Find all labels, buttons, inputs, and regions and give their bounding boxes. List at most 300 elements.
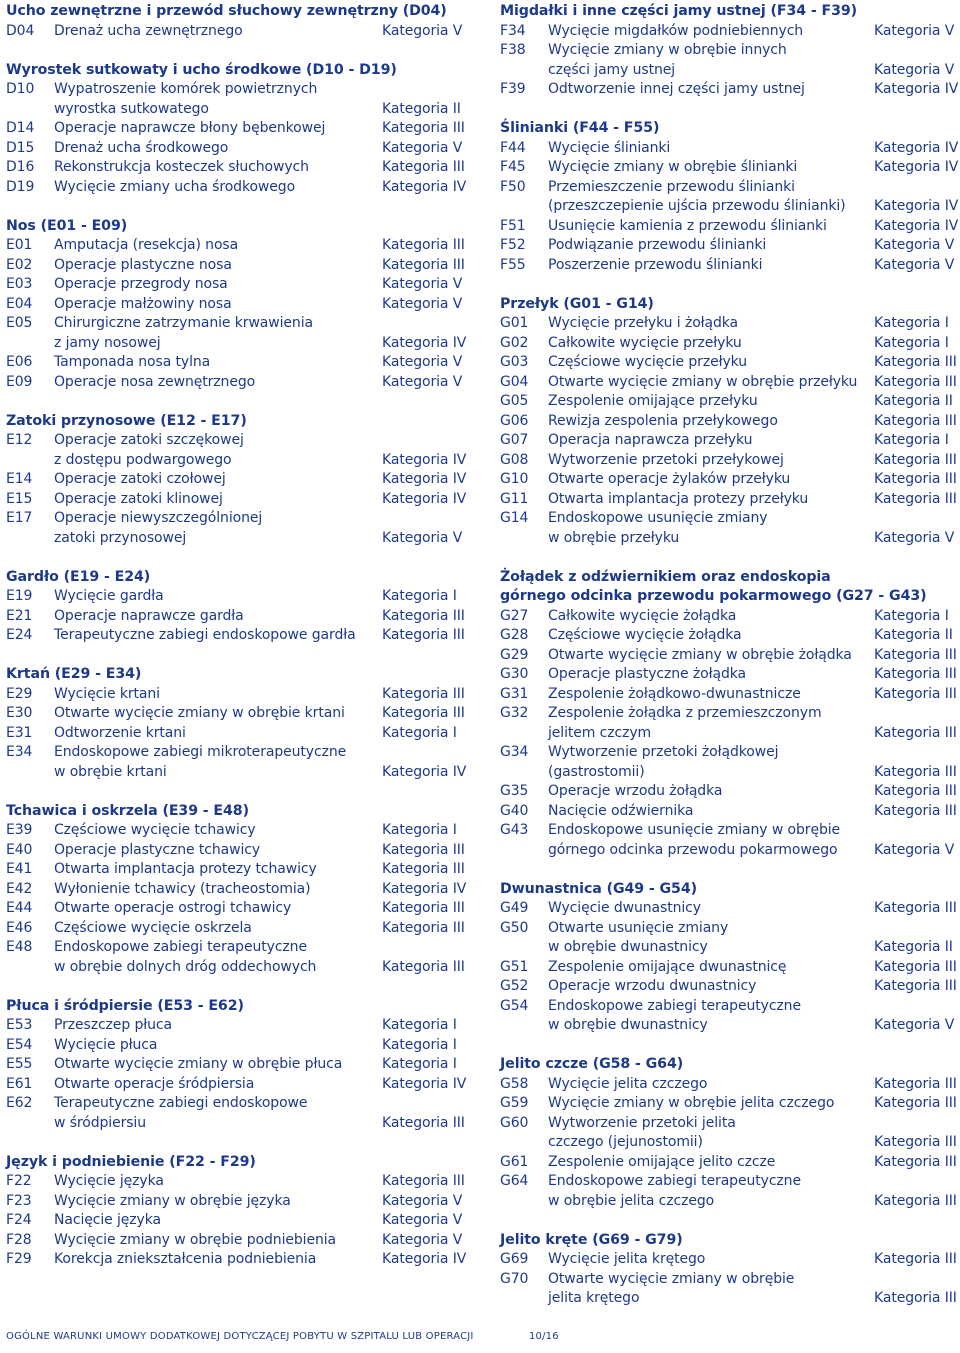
procedure-name	[548, 1094, 874, 1114]
procedure-category: Kategoria I	[874, 607, 949, 624]
procedure-name	[54, 899, 382, 919]
procedure-section	[500, 1231, 960, 1309]
section-title: Jelito czcze (G58 - G64)	[500, 1056, 684, 1072]
procedure-category: Kategoria III	[874, 1251, 957, 1267]
section-title: Ślinianki (F44 - F55)	[500, 120, 660, 136]
procedure-row	[500, 997, 960, 1036]
section-title: Tchawica i oskrzela (E39 - E48)	[6, 802, 249, 819]
procedure-name	[54, 353, 382, 373]
procedure-name-line: Endoskopowe zabiegi terapeutyczne	[548, 1173, 801, 1189]
procedure-name	[548, 665, 874, 685]
procedure-category: Kategoria III	[382, 237, 465, 253]
procedure-name-line: Wycięcie jelita krętego	[548, 1251, 706, 1267]
procedure-category: Kategoria IV	[382, 334, 467, 351]
procedure-row	[6, 22, 468, 42]
procedure-row	[500, 821, 960, 860]
procedure-code: F29	[6, 1251, 32, 1267]
procedure-name-line: Wycięcie jelita czczego	[548, 1075, 708, 1092]
section-title: Migdałki i inne części jamy ustnej (F34 - F39)	[500, 3, 858, 19]
procedure-row	[6, 626, 468, 646]
procedure-code: G54	[500, 997, 529, 1014]
procedure-name	[54, 314, 382, 353]
procedure-name-line: w obrębie dwunastnicy	[548, 1017, 708, 1033]
procedure-name-line: Operacje wrzodu żołądka	[548, 783, 723, 799]
procedure-category: Kategoria III	[382, 861, 465, 877]
section-title: Krtań (E29 - E34)	[6, 666, 142, 682]
procedure-category: Kategoria V	[382, 1212, 463, 1228]
procedure-code: E46	[6, 919, 33, 936]
procedure-code: E21	[6, 607, 33, 624]
procedure-code: F28	[6, 1231, 32, 1248]
procedure-category: Kategoria IV	[874, 81, 959, 97]
procedure-row	[6, 119, 468, 139]
procedure-category: Kategoria IV	[382, 490, 467, 507]
procedure-row	[6, 139, 468, 159]
right-column	[500, 2, 960, 1328]
footer-text: OGÓLNE WARUNKI UMOWY DODATKOWEJ DOTYCZĄCEJ POBYTU W SZPITALU LUB OPERACJI	[6, 1331, 474, 1342]
procedure-category: Kategoria III	[874, 1134, 957, 1150]
procedure-name-line: Wycięcie zmiany w obrębie języka	[54, 1192, 291, 1209]
procedure-name	[54, 158, 382, 178]
procedure-name-line: Terapeutyczne zabiegi endoskopowe gardła	[54, 627, 356, 643]
procedure-name	[54, 1231, 382, 1251]
procedure-row	[500, 1172, 960, 1211]
procedure-name-line: Otwarte usunięcie zmiany	[548, 919, 729, 936]
procedure-category: Kategoria V	[874, 529, 955, 546]
procedure-name	[548, 178, 874, 217]
procedure-category: Kategoria II	[382, 100, 461, 117]
procedure-code: G28	[500, 627, 529, 643]
procedure-section	[500, 2, 960, 100]
procedure-section	[6, 802, 468, 978]
procedure-code: G64	[500, 1173, 529, 1189]
procedure-category: Kategoria IV	[382, 880, 467, 897]
procedure-category: Kategoria I	[874, 315, 949, 331]
procedure-name-line: Endoskopowe zabiegi terapeutyczne	[54, 939, 307, 955]
procedure-row	[6, 860, 468, 880]
procedure-name	[548, 685, 874, 705]
procedure-code: G05	[500, 393, 529, 409]
section-title: Przełyk (G01 - G14)	[500, 295, 654, 312]
procedure-name	[54, 490, 382, 510]
procedure-row	[500, 743, 960, 782]
procedure-name-line: Wycięcie języka	[54, 1173, 164, 1189]
procedure-name-line: Operacje naprawcze błony bębenkowej	[54, 120, 326, 136]
procedure-code: E02	[6, 256, 33, 273]
procedure-name	[54, 587, 382, 607]
procedure-category: Kategoria V	[382, 373, 463, 390]
procedure-row	[6, 880, 468, 900]
procedure-code: F45	[500, 159, 526, 175]
procedure-code: E29	[6, 685, 33, 702]
procedure-code: F51	[500, 217, 526, 234]
procedure-name-line: Drenaż ucha środkowego	[54, 139, 229, 156]
procedure-code: D16	[6, 159, 35, 175]
procedure-row	[500, 139, 960, 159]
procedure-name-line: Zespolenie omijające jelito czcze	[548, 1153, 776, 1170]
procedure-name	[54, 938, 382, 977]
procedure-code: D19	[6, 178, 35, 195]
procedure-row	[6, 1250, 468, 1270]
procedure-name-line: części jamy ustnej	[548, 61, 676, 78]
procedure-name-line: Korekcja zniekształcenia podniebienia	[54, 1251, 317, 1267]
procedure-code: G52	[500, 978, 529, 994]
procedure-name-line: zatoki przynosowej	[54, 529, 187, 546]
procedure-code: G70	[500, 1270, 529, 1287]
procedure-name	[54, 275, 382, 295]
procedure-name-line: Wytworzenie przetoki przełykowej	[548, 451, 784, 468]
procedure-name-line: Wycięcie krtani	[54, 685, 160, 702]
procedure-category: Kategoria III	[874, 490, 957, 507]
procedure-code: G51	[500, 958, 529, 975]
procedure-category: Kategoria III	[382, 627, 465, 643]
procedure-code: E61	[6, 1075, 33, 1092]
procedure-category: Kategoria III	[874, 763, 957, 780]
procedure-code: G69	[500, 1251, 529, 1267]
procedure-code: E06	[6, 354, 33, 370]
procedure-name-line: Rekonstrukcja kosteczek słuchowych	[54, 159, 309, 175]
procedure-row	[6, 1036, 468, 1056]
procedure-code: D04	[6, 22, 35, 39]
procedure-category: Kategoria III	[874, 783, 957, 799]
procedure-row	[6, 431, 468, 470]
procedure-category: Kategoria V	[874, 841, 955, 858]
procedure-code: G11	[500, 490, 529, 507]
procedure-code: E24	[6, 627, 33, 643]
procedure-row	[500, 392, 960, 412]
procedure-code: E09	[6, 373, 33, 390]
procedure-name	[54, 178, 382, 198]
procedure-name	[54, 860, 382, 880]
procedure-category: Kategoria V	[874, 22, 955, 39]
procedure-category: Kategoria IV	[382, 178, 467, 195]
procedure-category: Kategoria III	[874, 978, 957, 994]
procedure-name-line: Wytworzenie przetoki żołądkowej	[548, 744, 779, 760]
procedure-name	[54, 256, 382, 276]
procedure-code: E40	[6, 841, 33, 858]
procedure-name	[548, 919, 874, 958]
procedure-category: Kategoria IV	[874, 198, 959, 214]
procedure-name	[54, 919, 382, 939]
procedure-name	[548, 236, 874, 256]
procedure-category: Kategoria III	[874, 1192, 957, 1209]
procedure-name	[548, 353, 874, 373]
procedure-name	[54, 373, 382, 393]
procedure-row	[500, 217, 960, 237]
procedure-category: Kategoria III	[874, 958, 957, 975]
procedure-category: Kategoria II	[874, 939, 953, 955]
procedure-code: E05	[6, 315, 33, 331]
procedure-name	[54, 607, 382, 627]
procedure-code: G06	[500, 412, 529, 429]
procedure-row	[6, 743, 468, 782]
procedure-row	[6, 1211, 468, 1231]
procedure-category: Kategoria V	[382, 139, 463, 156]
procedure-name	[548, 1250, 874, 1270]
procedure-name	[548, 392, 874, 412]
procedure-name	[548, 334, 874, 354]
procedure-category: Kategoria I	[382, 822, 457, 838]
procedure-category: Kategoria III	[382, 159, 465, 175]
procedure-row	[6, 685, 468, 705]
procedure-code: F23	[6, 1192, 32, 1209]
procedure-category: Kategoria III	[382, 705, 465, 721]
procedure-row	[500, 1075, 960, 1095]
procedure-name-line: Zespolenie żołądka z przemieszczonym	[548, 705, 822, 721]
procedure-name-line: Wycięcie przełyku i żołądka	[548, 315, 739, 331]
procedure-code: F44	[500, 139, 526, 156]
procedure-category: Kategoria III	[874, 802, 957, 819]
procedure-row	[6, 490, 468, 510]
procedure-code: E03	[6, 276, 33, 292]
procedure-code: G49	[500, 900, 529, 916]
procedure-category: Kategoria I	[382, 1056, 457, 1072]
procedure-code: E54	[6, 1036, 33, 1053]
procedure-row	[6, 509, 468, 548]
procedure-name-line: (gastrostomii)	[548, 763, 645, 780]
procedure-category: Kategoria III	[382, 900, 465, 916]
procedure-name-line: Operacje plastyczne żołądka	[548, 666, 747, 682]
procedure-category: Kategoria III	[382, 841, 465, 858]
procedure-name-line: Otwarte wycięcie zmiany w obrębie	[548, 1270, 795, 1287]
procedure-name-line: Wycięcie zmiany w obrębie innych	[548, 42, 787, 58]
procedure-row	[6, 236, 468, 256]
procedure-name-line: Drenaż ucha zewnętrznego	[54, 22, 243, 39]
procedure-code: E42	[6, 880, 33, 897]
section-title: Nos (E01 - E09)	[6, 217, 128, 234]
procedure-section	[6, 412, 468, 549]
procedure-name	[54, 470, 382, 490]
procedure-code: E04	[6, 295, 33, 312]
procedure-row	[6, 275, 468, 295]
procedure-category: Kategoria III	[874, 900, 957, 916]
procedure-name	[54, 704, 382, 724]
procedure-code: E39	[6, 822, 33, 838]
procedure-code: G02	[500, 334, 529, 351]
procedure-name	[54, 119, 382, 139]
procedure-section	[6, 997, 468, 1134]
procedure-name	[548, 139, 874, 159]
procedure-name	[548, 431, 874, 451]
procedure-name-line: Usunięcie kamienia z przewodu ślinianki	[548, 217, 827, 234]
procedure-category: Kategoria III	[382, 919, 465, 936]
procedure-code: G03	[500, 354, 529, 370]
procedure-code: E62	[6, 1095, 33, 1111]
procedure-name	[548, 412, 874, 432]
procedure-name	[54, 1250, 382, 1270]
page-number: 10/16	[528, 1331, 559, 1342]
procedure-code: G58	[500, 1075, 529, 1092]
procedure-name-line: Przeszczep płuca	[54, 1017, 172, 1033]
procedure-category: Kategoria V	[874, 237, 955, 253]
procedure-category: Kategoria V	[874, 61, 955, 78]
procedure-code: G32	[500, 705, 529, 721]
procedure-name	[548, 646, 874, 666]
procedure-name	[548, 217, 874, 237]
procedure-name-line: Operacje plastyczne tchawicy	[54, 841, 261, 858]
procedure-name-line: Operacje wrzodu dwunastnicy	[548, 978, 757, 994]
procedure-name	[548, 158, 874, 178]
procedure-category: Kategoria III	[874, 724, 957, 741]
procedure-code: G07	[500, 432, 529, 448]
procedure-row	[500, 782, 960, 802]
procedure-name-line: Odtworzenie krtani	[54, 724, 186, 741]
procedure-name	[548, 977, 874, 997]
procedure-name-line: w obrębie dolnych dróg oddechowych	[54, 958, 317, 975]
procedure-category: Kategoria IV	[382, 471, 467, 487]
procedure-category: Kategoria III	[382, 1114, 465, 1131]
procedure-name-line: Wypatroszenie komórek powietrznych	[54, 81, 318, 97]
procedure-category: Kategoria III	[382, 120, 465, 136]
procedure-name-line: Częściowe wycięcie oskrzela	[54, 919, 252, 936]
procedure-name-line: Endoskopowe zabiegi mikroterapeutyczne	[54, 744, 347, 760]
procedure-name	[548, 41, 874, 80]
procedure-name-line: Wycięcie zmiany ucha środkowego	[54, 178, 296, 195]
procedure-category: Kategoria V	[382, 529, 463, 546]
procedure-category: Kategoria III	[874, 685, 957, 702]
procedure-row	[500, 1270, 960, 1309]
procedure-row	[500, 373, 960, 393]
procedure-name-line: w obrębie dwunastnicy	[548, 939, 708, 955]
procedure-name	[54, 1192, 382, 1212]
procedure-name-line: Wycięcie ślinianki	[548, 139, 671, 156]
procedure-name-line: Wycięcie zmiany w obrębie ślinianki	[548, 159, 798, 175]
procedure-row	[6, 178, 468, 198]
procedure-code: G60	[500, 1114, 529, 1131]
procedure-name-line: Operacje małżowiny nosa	[54, 295, 232, 312]
procedure-category: Kategoria III	[874, 666, 957, 682]
procedure-name-line: Terapeutyczne zabiegi endoskopowe	[54, 1095, 308, 1111]
procedure-row	[6, 1231, 468, 1251]
page-footer	[6, 1331, 559, 1342]
procedure-row	[6, 256, 468, 276]
procedure-row	[500, 1250, 960, 1270]
procedure-row	[6, 314, 468, 353]
procedure-name-line: Chirurgiczne zatrzymanie krwawienia	[54, 315, 313, 331]
procedure-code: F52	[500, 237, 526, 253]
procedure-row	[6, 899, 468, 919]
procedure-row	[6, 353, 468, 373]
section-title: Gardło (E19 - E24)	[6, 568, 151, 585]
procedure-code: E53	[6, 1017, 33, 1033]
procedure-name-line: Zespolenie żołądkowo-dwunastnicze	[548, 685, 801, 702]
section-title: górnego odcinka przewodu pokarmowego (G27 - G43)	[500, 588, 927, 604]
procedure-category: Kategoria III	[874, 1290, 957, 1306]
procedure-row	[500, 334, 960, 354]
procedure-row	[500, 256, 960, 276]
procedure-name	[54, 1094, 382, 1133]
procedure-code: E44	[6, 900, 33, 916]
procedure-code: G29	[500, 646, 529, 663]
procedure-category: Kategoria III	[874, 1075, 957, 1092]
procedure-name-line: Endoskopowe usunięcie zmiany	[548, 510, 768, 526]
procedure-code: F34	[500, 22, 526, 39]
procedure-name-line: Wycięcie płuca	[54, 1036, 158, 1053]
procedure-category: Kategoria II	[874, 393, 953, 409]
procedure-section	[500, 568, 960, 861]
procedure-code: E55	[6, 1056, 33, 1072]
procedure-row	[500, 919, 960, 958]
procedure-name	[54, 1172, 382, 1192]
procedure-code: F38	[500, 42, 526, 58]
section-title: Dwunastnica (G49 - G54)	[500, 880, 697, 897]
procedure-row	[500, 158, 960, 178]
procedure-name-line: Całkowite wycięcie żołądka	[548, 607, 737, 624]
procedure-name-line: Wycięcie zmiany w obrębie podniebienia	[54, 1231, 337, 1248]
procedure-category: Kategoria I	[382, 588, 457, 604]
procedure-name-line: Częściowe wycięcie tchawicy	[54, 822, 256, 838]
procedure-row	[500, 646, 960, 666]
procedure-code: G61	[500, 1153, 529, 1170]
procedure-section	[6, 568, 468, 646]
procedure-code: E14	[6, 471, 33, 487]
procedure-row	[500, 1094, 960, 1114]
procedure-code: G50	[500, 919, 529, 936]
procedure-code: D10	[6, 81, 35, 97]
procedure-name-line: Operacje nosa zewnętrznego	[54, 373, 256, 390]
procedure-row	[6, 704, 468, 724]
procedure-name-line: Endoskopowe usunięcie zmiany w obrębie	[548, 822, 841, 838]
procedure-code: G10	[500, 471, 529, 487]
procedure-name	[548, 256, 874, 276]
procedure-code: F22	[6, 1173, 32, 1189]
procedure-name-line: w obrębie krtani	[54, 763, 167, 780]
procedure-name-line: Odtworzenie innej części jamy ustnej	[548, 81, 805, 97]
procedure-name	[548, 1172, 874, 1211]
procedure-category: Kategoria V	[874, 256, 955, 273]
procedure-name	[54, 626, 382, 646]
procedure-category: Kategoria III	[874, 471, 957, 487]
procedure-row	[500, 509, 960, 548]
procedure-row	[500, 958, 960, 978]
procedure-name	[548, 802, 874, 822]
procedure-row	[6, 1016, 468, 1036]
procedure-name	[548, 899, 874, 919]
procedure-section	[6, 2, 468, 41]
procedure-row	[500, 1114, 960, 1153]
procedure-row	[500, 899, 960, 919]
procedure-category: Kategoria I	[382, 724, 457, 741]
procedure-name-line: Częściowe wycięcie żołądka	[548, 627, 742, 643]
procedure-row	[500, 470, 960, 490]
procedure-name-line: Operacje zatoki szczękowej	[54, 432, 244, 448]
procedure-category: Kategoria III	[874, 373, 957, 390]
procedure-name-line: Amputacja (resekcja) nosa	[54, 237, 239, 253]
procedure-name-line: wyrostka sutkowatego	[54, 100, 209, 117]
procedure-category: Kategoria III	[874, 451, 957, 468]
procedure-row	[500, 22, 960, 42]
procedure-name	[548, 821, 874, 860]
procedure-name-line: Częściowe wycięcie przełyku	[548, 354, 748, 370]
procedure-name	[548, 373, 874, 393]
procedure-name-line: jelita krętego	[548, 1290, 640, 1306]
procedure-section	[500, 295, 960, 549]
procedure-category: Kategoria II	[874, 627, 953, 643]
procedure-row	[6, 158, 468, 178]
procedure-name	[548, 1075, 874, 1095]
procedure-name	[548, 509, 874, 548]
procedure-name-line: Wycięcie dwunastnicy	[548, 900, 701, 916]
procedure-name-line: Nacięcie języka	[54, 1212, 161, 1228]
procedure-name	[54, 139, 382, 159]
procedure-category: Kategoria IV	[874, 159, 959, 175]
procedure-name-line: Podwiązanie przewodu ślinianki	[548, 237, 767, 253]
procedure-section	[6, 61, 468, 198]
procedure-name	[548, 1114, 874, 1153]
procedure-name-line: Operacje plastyczne nosa	[54, 256, 232, 273]
procedure-code: G40	[500, 802, 529, 819]
procedure-name-line: Zespolenie omijające przełyku	[548, 393, 758, 409]
